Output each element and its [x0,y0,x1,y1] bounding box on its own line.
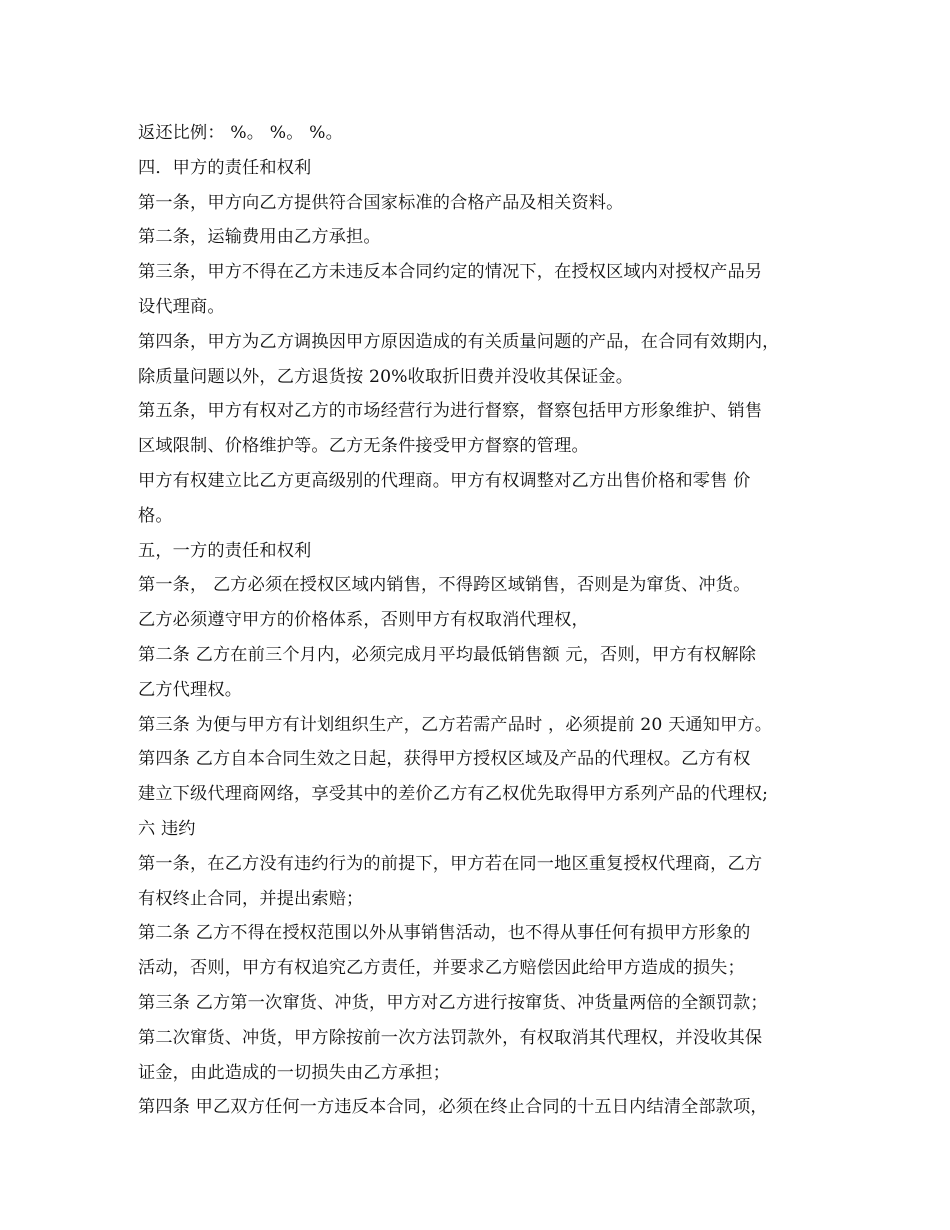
section-heading: 四．甲方的责任和权利 [138,157,312,178]
text-line: 格。 [138,505,173,526]
text-line: 第三条，甲方不得在乙方未违反本合同约定的情况下，在授权区域内对授权产品另 [138,262,763,283]
text-line: 第一条，甲方向乙方提供符合国家标准的合格产品及相关资料。 [138,192,624,213]
text-line: 活动，否则，甲方有权追究乙方责任，并要求乙方赔偿因此给甲方造成的损失； [138,958,745,979]
text-line: 除质量问题以外，乙方退货按 20%收取折旧费并没收其保证金。 [138,366,634,387]
section-heading: 六 违约 [138,818,196,839]
text-line: 第四条 甲乙双方任何一方违反本合同，必须在终止合同的十五日内结清全部款项， [138,1097,768,1118]
text-line: 第一条， 乙方必须在授权区域内销售，不得跨区域销售，否则是为窜货、冲货。 [138,575,751,596]
text-line: 第三条 乙方第一次窜货、冲货，甲方对乙方进行按窜货、冲货量两倍的全额罚款； [138,992,768,1013]
text-line: 证金，由此造成的一切损失由乙方承担； [138,1062,451,1083]
section-heading: 五，一方的责任和权利 [138,540,312,561]
text-line: 返还比例： %。 %。 %。 [138,123,343,143]
text-line: 第二条 乙方在前三个月内，必须完成月平均最低销售额 元，否则，甲方有权解除 [138,644,757,665]
text-line: 第二次窜货、冲货，甲方除按前一次方法罚款外，有权取消其代理权，并没收其保 [138,1027,763,1048]
text-line: 乙方必须遵守甲方的价格体系，否则甲方有权取消代理权， [138,610,589,631]
text-line: 区域限制、价格维护等。乙方无条件接受甲方督察的管理。 [138,436,589,457]
text-line: 乙方代理权。 [138,679,243,700]
document-body [138,116,818,1125]
text-line: 第二条，运输费用由乙方承担。 [138,227,381,248]
text-line: 设代理商。 [138,296,225,317]
text-line: 建立下级代理商网络，享受其中的差价乙方有乙权优先取得甲方系列产品的代理权; [138,784,769,805]
text-line: 甲方有权建立比乙方更高级别的代理商。甲方有权调整对乙方出售价格和零售 价 [138,470,751,491]
text-line: 第一条，在乙方没有违约行为的前提下，甲方若在同一地区重复授权代理商，乙方 [138,853,763,874]
text-line: 第五条，甲方有权对乙方的市场经营行为进行督察，督察包括甲方形象维护、销售 [138,401,763,422]
text-line: 第二条 乙方不得在授权范围以外从事销售活动，也不得从事任何有损甲方形象的 [138,923,751,944]
text-line: 第四条，甲方为乙方调换因甲方原因造成的有关质量问题的产品，在合同有效期内， [138,331,780,352]
text-line: 第四条 乙方自本合同生效之日起，获得甲方授权区域及产品的代理权。乙方有权 [138,749,751,770]
text-line: 有权终止合同，并提出索赔； [138,888,364,909]
text-line: 第三条 为便与甲方有计划组织生产，乙方若需产品时 ，必须提前 20 天通知甲方。 [138,714,773,735]
